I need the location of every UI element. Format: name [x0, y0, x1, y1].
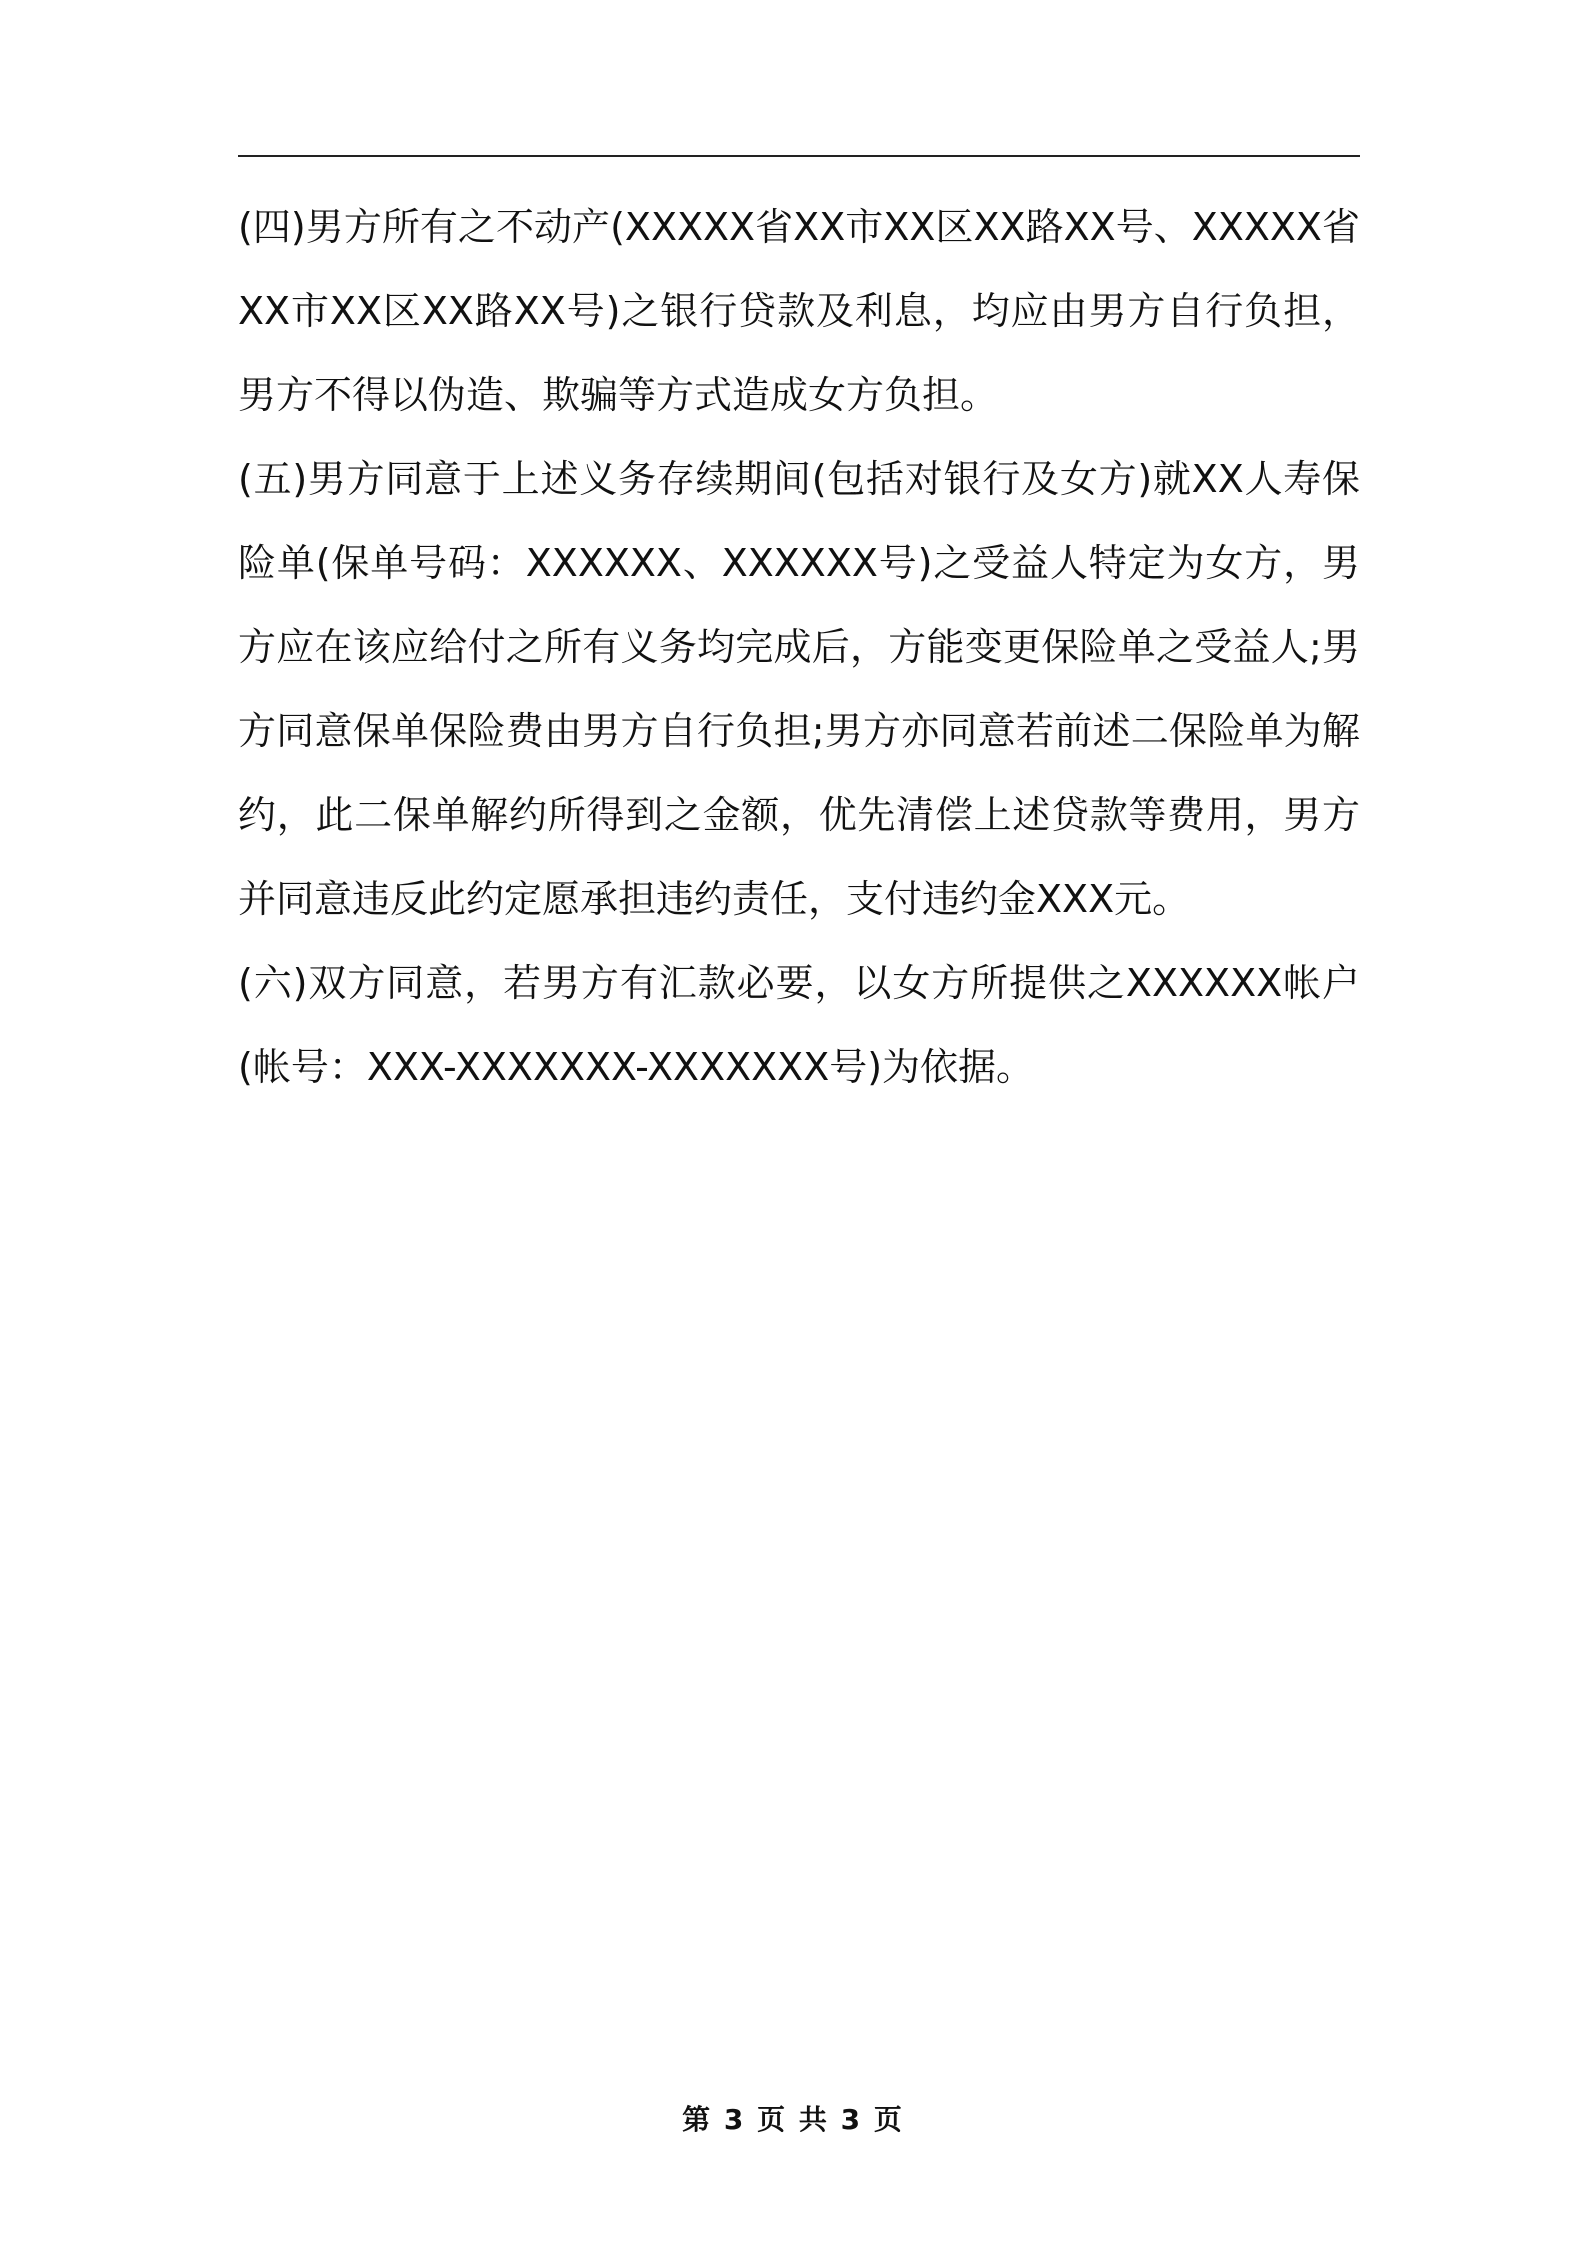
page-number: 第 3 页 共 3 页 [682, 2103, 904, 2136]
clause-five: (五)男方同意于上述义务存续期间(包括对银行及女方)就XX人寿保险单(保单号码：XXXXXX、XXXXXX号)之受益人特定为女方，男方应在该应给付之所有义务均完成后，方能变更保险单之受益人;男方同意保单保险费由男方自行负担;男方亦同意若前述二保险单为解约，此二保单解约所得到之金额，优先清偿上述贷款等费用，男方并同意违反此约定愿承担违约责任，支付违约金XXX元。 [238, 457, 1360, 921]
document-body [238, 185, 1360, 1109]
clause-six: (六)双方同意，若男方有汇款必要，以女方所提供之XXXXXX帐户(帐号：XXX-XXXXXXX-XXXXXXX号)为依据。 [238, 961, 1360, 1089]
header-divider [238, 155, 1360, 157]
clause-four: (四)男方所有之不动产(XXXXX省XX市XX区XX路XX号、XXXXX省XX市XX区XX路XX号)之银行贷款及利息，均应由男方自行负担，男方不得以伪造、欺骗等方式造成女方负担。 [238, 205, 1360, 417]
